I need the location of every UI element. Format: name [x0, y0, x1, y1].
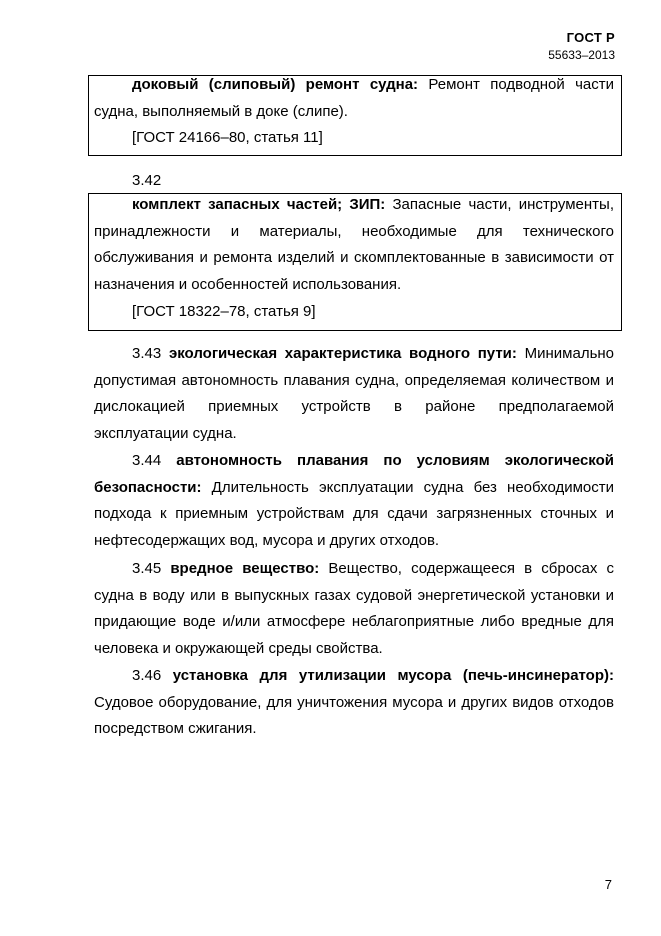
page-number: 7: [604, 877, 612, 892]
term-incinerator: [94, 663, 614, 743]
clause-number: 3.44: [132, 452, 162, 469]
clause-number: 3.42: [132, 172, 162, 189]
term-label: установка для утилизации мусора (печь-инсинератор):: [172, 667, 614, 684]
term-definition: Длительность эксплуатации судна без необходимости подхода к приемным устройствам для сдачи загрязненных сточных и нефтесодержащих вод, мусора и других отходов.: [94, 478, 614, 549]
term-definition: Вещество, содержащееся в сбросах с судна в воду или в выпускных газах судовой энергетической установки и придающие воде и/или атмосфере неблагоприятные либо вредные для человека и окружающей среды свойства.: [94, 560, 614, 657]
term-label: доковый (слиповый) ремонт судна:: [132, 76, 419, 93]
term-label: комплект запасных частей; ЗИП:: [132, 196, 386, 213]
term-definition: Судовое оборудование, для уничтожения мусора и других видов отходов посредством сжигания.: [94, 693, 614, 737]
term-dock-repair: [94, 72, 614, 125]
standard-number: 55633–2013: [548, 48, 615, 62]
term-eco-characteristic: [94, 341, 614, 447]
term-label: вредное вещество:: [170, 560, 320, 577]
standard-title: ГОСТ Р: [566, 30, 615, 45]
term-source: [ГОСТ 24166–80, статья 11]: [132, 129, 323, 146]
term-definition: Минимально допустимая автономность плавания судна, определяемая количеством и дислокацией приемных устройств в районе предполагаемой эксплуатации судна.: [94, 345, 615, 442]
term-source: [ГОСТ 18322–78, статья 9]: [132, 303, 316, 320]
term-definition: Ремонт подводной части судна, выполняемый в доке (слипе).: [94, 76, 614, 120]
term-harmful-substance: [94, 556, 614, 662]
term-eco-autonomy: [94, 448, 614, 554]
term-spare-parts: [94, 192, 614, 298]
clause-number: 3.46: [132, 667, 162, 684]
term-definition: Запасные части, инструменты, принадлежности и материалы, необходимые для технического обслуживания и ремонта изделий и скомплектованные в зависимости от назначения и особенностей использования.: [94, 196, 614, 293]
term-label: автономность плавания по условиям экологической безопасности:: [94, 452, 614, 496]
clause-number: 3.45: [132, 560, 162, 577]
term-label: экологическая характеристика водного пути:: [168, 345, 517, 362]
clause-number: 3.43: [132, 345, 162, 362]
